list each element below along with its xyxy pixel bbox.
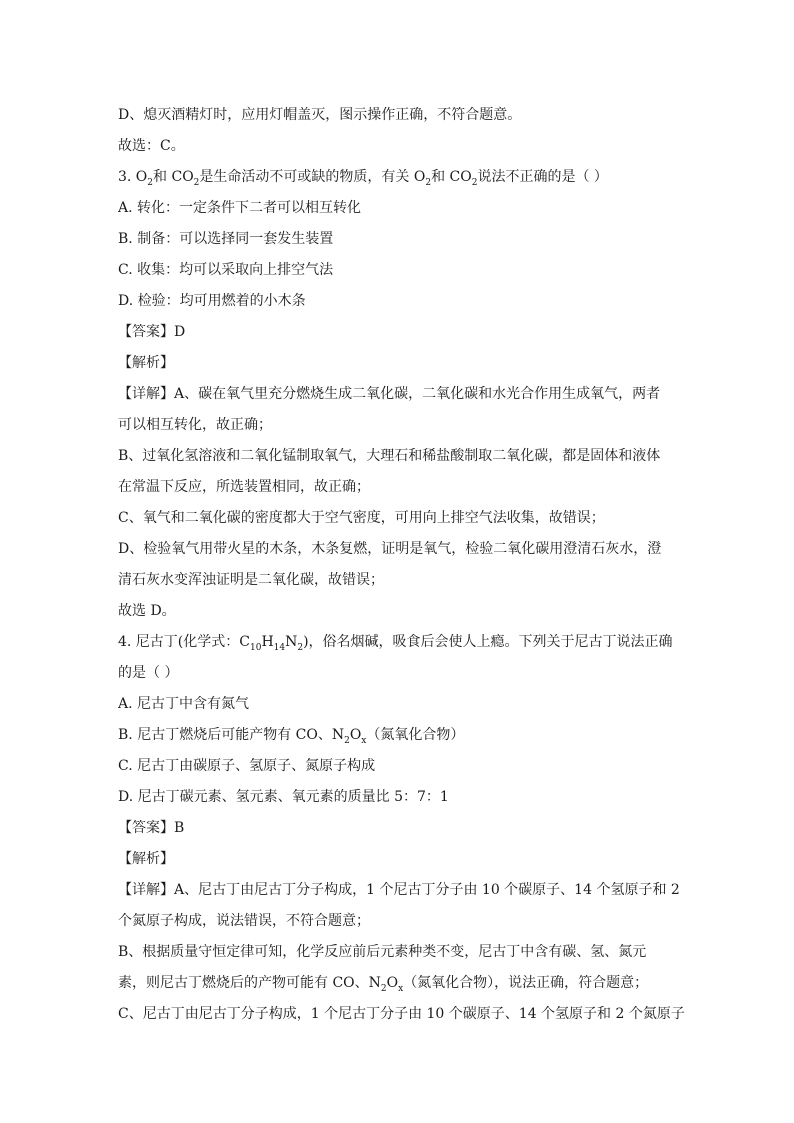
text-line: B、根据质量守恒定律可知，化学反应前后元素种类不变，尼古丁中含有碳、氢、氮元	[118, 944, 647, 960]
text-line: C、氧气和二氧化碳的密度都大于空气密度，可用向上排空气法收集，故错误；	[118, 510, 605, 526]
text-line: D、检验氧气用带火星的木条，木条复燃，证明是氧气，检验二氧化碳用澄清石灰水，澄	[118, 541, 662, 557]
analysis-label: 【解析】	[118, 851, 174, 867]
text-line: 【详解】A、尼古丁由尼古丁分子构成，1 个尼古丁分子由 10 个碳原子、14 个氢原子和 2	[118, 882, 680, 898]
question-4-stem: 4. 尼古丁(化学式：$C_{10}H_{14}N_2$)，俗名烟碱，吸食后会使人上瘾。下列关于尼古丁说法正确	[118, 634, 673, 653]
text-line: 故选：C。	[118, 138, 185, 154]
text-line: 【详解】A、碳在氧气里充分燃烧生成二氧化碳，二氧化碳和水光合作用生成氧气，两者	[118, 386, 661, 402]
answer-label: 【答案】B	[118, 820, 185, 836]
text-line: C、尼古丁由尼古丁分子构成，1 个尼古丁分子由 10 个碳原子、14 个氢原子和 2 个氮原子	[118, 1006, 685, 1022]
text-line: 可以相互转化，故正确；	[118, 417, 272, 433]
analysis-label: 【解析】	[118, 355, 174, 371]
option-b: B. 制备：可以选择同一套发生装置	[118, 231, 334, 247]
option-c: C. 尼古丁由碳原子、氢原子、氮原子构成	[118, 758, 376, 774]
text-line: 在常温下反应，所选装置相同，故正确；	[118, 479, 370, 495]
text-line: 清石灰水变浑浊证明是二氧化碳，故错误；	[118, 572, 384, 588]
option-d: D. 检验：均可用燃着的小木条	[118, 293, 306, 309]
text-line: 的是（ ）	[118, 665, 179, 681]
text-line: 故选 D。	[118, 603, 176, 619]
text-line: 个氮原子构成，说法错误，不符合题意；	[118, 913, 370, 929]
answer-label: 【答案】D	[118, 324, 186, 340]
option-b: B. 尼古丁燃烧后可能产物有 CO、$N_2O_x$（氮氧化合物）	[118, 727, 465, 746]
option-a: A. 转化：一定条件下二者可以相互转化	[118, 200, 362, 216]
option-a: A. 尼古丁中含有氮气	[118, 696, 250, 712]
option-d: D. 尼古丁碳元素、氢元素、氧元素的质量比 5：7：1	[118, 789, 449, 805]
text-line: B、过氧化氢溶液和二氧化锰制取氧气，大理石和稀盐酸制取二氧化碳，都是固体和液体	[118, 448, 661, 464]
question-3-stem: 3. $O_2$和 $CO_2$是生命活动不可或缺的物质，有关 $O_2$和 $CO_2$说法不正确的是（ ）	[118, 169, 608, 188]
text-line: 素，则尼古丁燃烧后的产物可能有 CO、$N_2O_x$（氮氧化合物），说法正确，符合题意；	[118, 975, 649, 994]
text-line: D、熄灭酒精灯时，应用灯帽盖灭，图示操作正确，不符合题意。	[118, 107, 522, 123]
option-c: C. 收集：均可以采取向上排空气法	[118, 262, 334, 278]
